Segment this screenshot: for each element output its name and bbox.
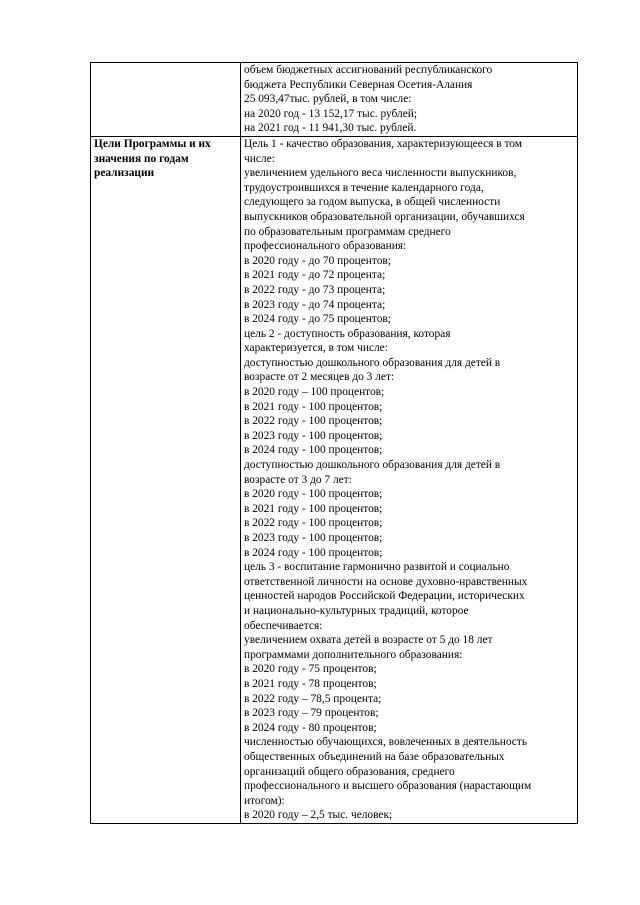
content-line: на 2021 год - 11 941,30 тыс. рублей. — [244, 122, 417, 135]
content-line: следующего за годом выпуска, в общей численности — [244, 196, 501, 209]
content-line: численностью обучающихся, вовлеченных в деятельность — [244, 736, 528, 749]
content-line: объем бюджетных ассигнований республиканского — [244, 64, 493, 76]
content-line: в 2023 году – 79 процентов; — [244, 707, 379, 720]
content-line: профессионального и высшего образования (нарастающим — [244, 780, 532, 793]
content-line: ответственной личности на основе духовно-нравственных — [244, 575, 528, 588]
content-line: в 2021 году - до 72 процента; — [244, 269, 386, 282]
content-line: возрасте от 3 до 7 лет: — [244, 473, 352, 486]
content-line: в 2020 году - до 70 процентов; — [244, 254, 391, 267]
content-line: на 2020 год - 13 152,17 тыс. рублей; — [244, 107, 418, 120]
content-line: общественных объединений на базе образовательных — [244, 750, 505, 763]
content-line: в 2020 году - 75 процентов; — [244, 663, 377, 676]
heading-line: значения по годам — [94, 152, 189, 165]
content-line: цель 2 - доступность образования, которая — [244, 327, 451, 340]
content-line: в 2021 году - 78 процентов; — [244, 677, 377, 690]
content-line: в 2020 году – 100 процентов; — [244, 386, 385, 399]
table-row — [91, 136, 578, 823]
content-line: возрасте от 2 месяцев до 3 лет: — [244, 371, 395, 384]
content-line: в 2023 году - 100 процентов; — [244, 532, 383, 544]
content-line: в 2024 году - до 75 процентов; — [244, 313, 391, 326]
content-line: трудоустроившихся в течение календарного года, — [244, 181, 484, 194]
program-passport-table — [90, 62, 578, 824]
content-line: выпускников образовательной организации, обучавшихся — [244, 210, 525, 223]
table-row — [91, 63, 578, 137]
content-line: организаций общего образования, среднего — [244, 765, 455, 778]
content-line: и национально-культурных традиций, которое — [244, 604, 469, 617]
row-heading-cell — [91, 63, 241, 137]
content-line: обеспечивается: — [244, 619, 323, 632]
content-line: доступностью дошкольного образования для детей в — [244, 459, 501, 472]
content-line: в 2020 году - 100 процентов; — [244, 488, 383, 501]
content-line: ценностей народов Российской Федерации, исторических — [244, 590, 525, 603]
heading-line: реализации — [94, 167, 155, 180]
content-line: увеличением охвата детей в возрасте от 5 до 18 лет — [244, 634, 493, 647]
content-line: характеризуется, в том числе: — [244, 342, 388, 355]
content-line: итогом): — [244, 794, 285, 807]
content-line: по образовательным программам среднего — [244, 225, 451, 238]
content-line: в 2022 году - 100 процентов; — [244, 415, 383, 428]
content-line: в 2023 году - 100 процентов; — [244, 429, 383, 442]
content-line: доступностью дошкольного образования для детей в — [244, 356, 501, 369]
content-line: в 2021 году - 100 процентов; — [244, 400, 383, 413]
content-line: в 2024 году - 80 процентов; — [244, 721, 377, 734]
heading-line: Цели Программы и их — [94, 137, 211, 150]
content-line: профессионального образования: — [244, 240, 407, 253]
row-content-cell — [241, 136, 578, 823]
row-content-cell — [241, 63, 578, 137]
content-line: в 2023 году - до 74 процента; — [244, 298, 386, 311]
content-line: в 2021 году - 100 процентов; — [244, 502, 383, 515]
content-line: увеличением удельного веса численности выпускников, — [244, 167, 517, 180]
content-line: бюджета Республики Северная Осетия-Алания — [244, 78, 473, 91]
content-line: в 2024 году - 100 процентов; — [244, 444, 383, 457]
table-body — [91, 63, 578, 824]
content-line: в 2022 году – 78,5 процента; — [244, 692, 382, 705]
content-line: в 2022 году - до 73 процента; — [244, 283, 386, 296]
content-line: цель 3 - воспитание гармонично развитой и социально — [244, 561, 510, 574]
content-line: в 2020 году – 2,5 тыс. человек; — [244, 809, 393, 822]
content-line: числе: — [244, 152, 275, 165]
content-line: в 2024 году - 100 процентов; — [244, 546, 383, 559]
row-heading-cell — [91, 136, 241, 823]
content-line: программами дополнительного образования: — [244, 648, 463, 661]
content-line: 25 093,47тыс. рублей, в том числе: — [244, 93, 412, 106]
content-line: в 2022 году - 100 процентов; — [244, 517, 383, 530]
content-line: Цель 1 - качество образования, характеризующееся в том — [244, 137, 522, 150]
